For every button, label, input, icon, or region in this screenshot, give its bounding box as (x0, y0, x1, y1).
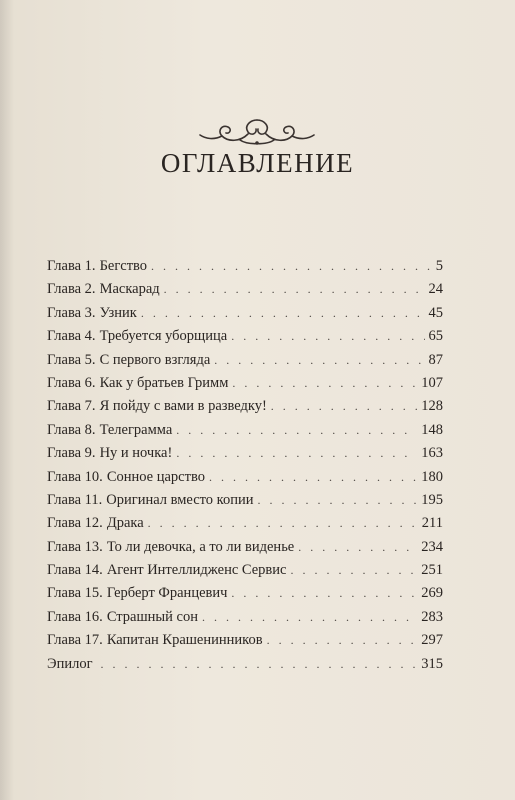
dot-leader (298, 541, 417, 553)
page-number: 148 (421, 421, 443, 438)
dot-leader (214, 354, 424, 366)
dot-leader (176, 424, 417, 436)
page-number: 297 (421, 632, 443, 649)
chapter-label: Глава 13. (47, 538, 103, 555)
dot-leader (232, 377, 417, 389)
chapter-label: Глава 3. (47, 304, 96, 321)
toc-entry[interactable] (47, 469, 443, 492)
chapter-title: Капитан Крашенинников (106, 632, 263, 649)
dot-leader (141, 307, 425, 319)
toc-entry[interactable] (47, 632, 443, 655)
toc-entry[interactable] (47, 562, 443, 585)
chapter-label: Глава 14. (47, 562, 103, 579)
toc-entry-epilogue[interactable] (47, 656, 443, 679)
page-number: 195 (421, 491, 443, 508)
dot-leader (148, 517, 418, 529)
dot-leader (202, 611, 417, 623)
toc-entry[interactable] (47, 281, 443, 304)
toc-entry[interactable] (47, 515, 443, 538)
toc-entry[interactable] (47, 422, 443, 445)
page-number: 211 (421, 515, 443, 532)
page-number: 269 (421, 585, 443, 602)
chapter-title: Как у братьев Гримм (99, 374, 229, 391)
chapter-label: Глава 9. (47, 445, 96, 462)
chapter-title: Телеграмма (99, 421, 173, 438)
dot-leader (151, 260, 432, 272)
flourish-ornament-icon (192, 112, 322, 150)
page-number: 45 (428, 304, 443, 321)
page-number: 128 (421, 398, 443, 415)
page-number: 283 (421, 608, 443, 625)
chapter-label: Глава 11. (47, 491, 103, 508)
page-number: 107 (421, 374, 443, 391)
page-number: 24 (428, 281, 443, 298)
page-number: 234 (421, 538, 443, 555)
toc-entry[interactable] (47, 398, 443, 421)
toc-entry[interactable] (47, 258, 443, 281)
toc-entry[interactable] (47, 539, 443, 562)
dot-leader (209, 471, 417, 483)
chapter-label: Глава 6. (47, 374, 96, 391)
chapter-title: То ли девочка, а то ли виденье (106, 538, 295, 555)
chapter-title: Требуется уборщица (99, 328, 228, 345)
dot-leader (231, 587, 417, 599)
dot-leader (271, 400, 417, 412)
chapter-label: Эпилог (47, 655, 93, 672)
page-number: 87 (428, 351, 443, 368)
toc-entry[interactable] (47, 445, 443, 468)
chapter-label: Глава 12. (47, 515, 103, 532)
chapter-label: Глава 15. (47, 585, 103, 602)
chapter-label: Глава 16. (47, 608, 103, 625)
chapter-title: Оригинал вместо копии (106, 491, 254, 508)
chapter-title: С первого взгляда (99, 351, 211, 368)
chapter-label: Глава 1. (47, 258, 96, 274)
chapter-label: Глава 2. (47, 281, 96, 298)
dot-leader (164, 283, 425, 295)
chapter-label: Глава 10. (47, 468, 103, 485)
toc-list (47, 258, 443, 679)
chapter-label: Глава 7. (47, 398, 96, 415)
page-number: 163 (421, 445, 443, 462)
chapter-label: Глава 5. (47, 351, 96, 368)
dot-leader (267, 634, 418, 646)
dot-leader (258, 494, 418, 506)
toc-heading: ОГЛАВЛЕНИЕ (160, 148, 355, 178)
page-number: 251 (421, 562, 443, 579)
toc-entry[interactable] (47, 305, 443, 328)
page-gutter-shadow (0, 0, 14, 800)
chapter-title: Маскарад (99, 281, 160, 298)
dot-leader (231, 330, 424, 342)
chapter-title: Бегство (99, 258, 148, 274)
chapter-title: Ну и ночка! (99, 445, 173, 462)
chapter-title: Герберт Францевич (106, 585, 228, 602)
dot-leader (101, 658, 418, 670)
chapter-label: Глава 17. (47, 632, 103, 649)
chapter-title: Страшный сон (106, 608, 198, 625)
toc-entry[interactable] (47, 375, 443, 398)
chapter-title: Агент Интеллидженс Сервис (106, 562, 287, 579)
toc-entry[interactable] (47, 492, 443, 515)
dot-leader (176, 447, 417, 459)
page-number: 65 (428, 328, 443, 345)
chapter-title: Драка (106, 515, 144, 532)
page-number: 5 (435, 258, 443, 274)
toc-entry[interactable] (47, 352, 443, 375)
toc-entry[interactable] (47, 585, 443, 608)
page-number: 315 (421, 655, 443, 672)
toc-entry[interactable] (47, 328, 443, 351)
chapter-title: Узник (99, 304, 137, 321)
chapter-title: Сонное царство (106, 468, 205, 485)
chapter-label: Глава 4. (47, 328, 96, 345)
page-number: 180 (421, 468, 443, 485)
chapter-title: Я пойду с вами в разведку! (99, 398, 267, 415)
chapter-label: Глава 8. (47, 421, 96, 438)
toc-entry[interactable] (47, 609, 443, 632)
dot-leader (290, 564, 417, 576)
